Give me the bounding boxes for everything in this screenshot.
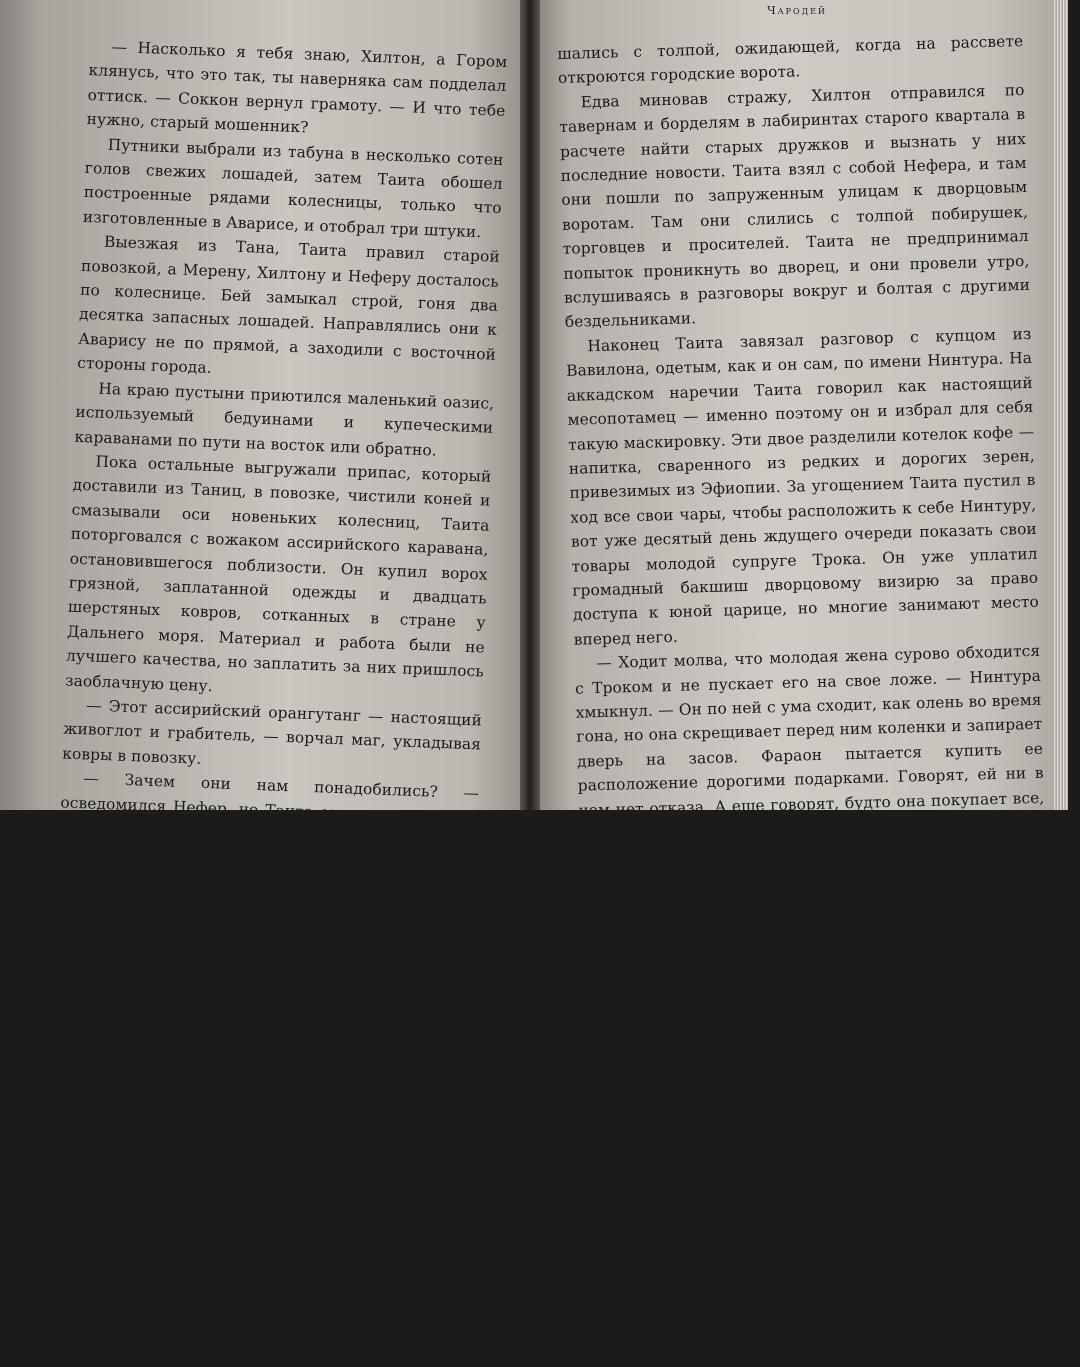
paragraph: — К дворцовому визирю. Его зовут Солет. Жирный уродец-кастрат. [589,1154,1055,1210]
running-head: Чародей [767,4,827,17]
paragraph: — Насколько я тебя знаю, Хилтон, а Гором клянусь, что это так, ты наверняка сам подделал оттиск. — Соккон вернул грамоту. — И что тебе нужно, старый мошенник? [86,37,508,137]
paragraph: — Болтают, что она раз за разом покупает одни и те же вещи, а он за них платит. [583,959,1050,1015]
paragraph: — Зачем они нам понадобились? — осведомился Нефер, но Таита сделал вид, что не слышал вопроса. [59,769,480,841]
paragraph: Когда они достигли столицы севера, наступил вечер. За пределами стен существовал постоянный лагерь, где обитали несколько тысяч душ, по большей части нищие, бродячие артисты, чужеземные купцы и разный сброд. Путники заночевали среди них и рано поутру, оставив Мерена присматривать за повозкой, смешались с толпой, ожидающей, когда на рассвете откроются городские ворота. [39,1135,466,1357]
paragraph: — Где сейчас сам Трок? [606,1014,806,1039]
book-gutter [520,0,540,810]
paragraph: Едва миновав стражу, Хилтон отправился по тавернам и борделям в лабиринтах старого квартала в расчете найти старых дружков и вызнать у них последние новости. Таита взял с собой Неферa, и там они пошли по запруженным улицам к дворцовым воротам. Там они слились с толпой побирушек, торговцев и просителей. Таита не предпринимал попыток проникнуть во дворец, и они провели утро, вслушиваясь в разговоры вокруг и болтая с другими бездельниками. [559,80,1031,332]
paragraph: Той ночью Таита покрасил свою седую гриву вытяжкой из коры мимозы, чем разительно переменил внешность. Еще затемно, оставив Бея охранять табун и колесницы, путники погрузились в ветхую повозку и, расположившись на куче пыльных ковров, покатили на запад, к Аварису. Одеты они были в выторгованные Таитой лохмотья. Маг облачился в длинный халат с поясом, а нижнюю часть лица укрыл, как это принято среди горожан Ура и в Халдее. Вместе с перекрашенными волосами это сделало его совсем неузнаваемым. [47,842,477,1136]
page-edge [1054,0,1068,810]
paragraph: — К кому следует мне обратиться, чтобы попасть к этой царице Минтаке? [587,1105,1054,1161]
left-page [0,0,534,1357]
right-page-text [557,29,1056,1213]
paragraph: Наконец Таита завязал разговор с купцом из Вавилона, одетым, как и он сам, по имени Нинтура. На аккадском наречии Таита говорил как настоящий месопотамец — именно поэтому он и избрал для себя такую маскировку. Эти двое разделили котелок кофе — напитка, сваренного из редких и дорогих зерен, привезимых из Эфиопии. За угощением Таита пустил в ход все свои чары, чтобы расположить к себе Нинтуру, вот уже десятый день ждущего очереди показать свои товары молодой супруге Трока. Он уже уплатил громадный бакшиш дворцовому визирю за право доступа к юной царице, но многие занимают место впеpед него. [565,324,1040,649]
paragraph: Путники выбрали из табуна в несколько сотен голов свежих лошадей, затем Таита обошел построенные рядами колесницы, только что изготовленные в Аварисе, и отобрал три штуки. [82,135,504,242]
paragraph: Выезжая из Тана, Таита правил старой повозкой, а Мерену, Хилтону и Неферу досталось по колеснице. Бей замыкал строй, гоня два десятка запасных лошадей. Направлялись они к Аварису не по прямой, а заходили с восточной стороны города. [77,232,501,378]
right-page [527,0,1068,1210]
paragraph: шались с толпой, ожидающей, когда на рассвете откроются городские ворота. [557,31,1024,88]
paragraph: — Ходит молва, что молодая жена сурово обходится с Троком и не пускает его на свое ложе. — Нинтура хмыкнул. — Он по ней с ума сходит, как олень во время гона, но она скрещивает перед ним коленки и запирает дверь на засов. Фараон пытается купить ее расположение дорогими подарками. Говорят, ей ни в чем нет отказа. А еще говорят, будто она покупает все, что ей предлагают, а потом, просто чтобы позлить мужа, продает за ничтожную часть той суммы, которую вынудила его уплатить, а деньги раздает городским нищим. [574,641,1047,917]
paragraph: — Воюет на юге. Затаптывает очаги восстания. Но стоит ему повернуться спиной, как пламя вспыхивает снова. [585,1032,1053,1113]
left-page-text [39,34,507,1367]
paragraph: На краю пустыни приютился маленький оазис, используемый бедуинами и купеческими караванами по пути на восток или обратно. [74,379,495,460]
paragraph: — Этот ассирийский орангутанг — настоящий живоглот и грабитель, — ворчал маг, укладывая ковры в повозку. [62,696,483,768]
paragraph: Пока остальные выгружали припас, который доставили из Таниц, в повозке, чистили коней и смазывали оси новеньких колесниц, Таита поторговался с вожаком ассирийского каравана, остановившегося поблизости. Он купил ворох грязной, заплатанной одежды и двадцать шерстяных ковров, сотканных в стране у Дальнего моря. Материал и работа были не лучшего качества, но заплатить за них пришлось заоблачную цену. [64,452,492,695]
paragraph: Вавилонянин хлопнул себя по коленке и зашелся смехом. [582,910,1048,966]
